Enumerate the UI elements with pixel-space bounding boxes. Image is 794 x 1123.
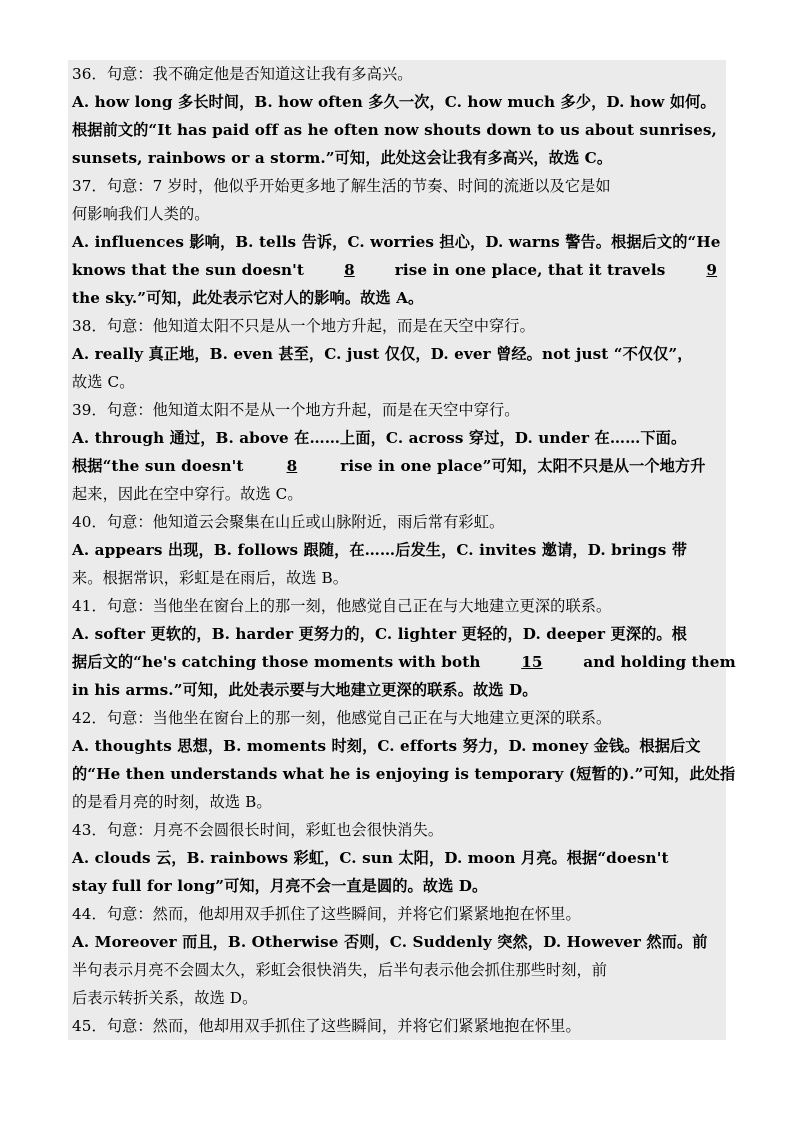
line-42-reason: 的“He then understands what he is enjoying is temporary (短暂的).”可知，此处指 xyxy=(72,765,736,783)
line-36-title: 36．句意：我不确定他是否知道这让我有多高兴。 xyxy=(72,65,413,83)
line-39-options: A. through 通过，B. above 在……上面，C. across 穿过，D. under 在……下面。 xyxy=(72,429,687,447)
line-42-options: A. thoughts 思想，B. moments 时刻，C. efforts 努力，D. money 金钱。根据后文 xyxy=(72,737,701,755)
line-text: rise in one place, that it travels xyxy=(389,261,671,279)
line-text: 据后文的“he's catching those moments with both xyxy=(72,653,486,671)
line-41-reason-blank xyxy=(72,651,736,673)
line-39-title: 39．句意：他知道太阳不是从一个地方升起，而是在天空中穿行。 xyxy=(72,401,520,419)
line-42-answer: 的是看月亮的时刻，故选 B。 xyxy=(72,793,272,811)
line-43-reason: stay full for long”可知，月亮不会一直是圆的。故选 D。 xyxy=(72,877,488,895)
line-39-reason-blank xyxy=(72,455,706,477)
line-40-answer: 来。根据常识，彩虹是在雨后，故选 B。 xyxy=(72,569,349,587)
blank-8: 8 xyxy=(344,261,355,279)
line-37-title-2: 何影响我们人类的。 xyxy=(72,205,210,223)
line-38-title: 38．句意：他知道太阳不只是从一个地方升起，而是在天空中穿行。 xyxy=(72,317,535,335)
line-45-title: 45．句意：然而，他却用双手抓住了这些瞬间，并将它们紧紧地抱在怀里。 xyxy=(72,1017,581,1035)
line-41-title: 41．句意：当他坐在窗台上的那一刻，他感觉自己正在与大地建立更深的联系。 xyxy=(72,597,612,615)
line-36-options: A. how long 多长时间，B. how often 多久一次，C. how much 多少，D. how 如何。 xyxy=(72,93,716,111)
line-38-options: A. really 真正地，B. even 甚至，C. just 仅仅，D. ever 曾经。not just “不仅仅”， xyxy=(72,345,693,363)
line-36-reason-1: 根据前文的“It has paid off as he often now shouts down to us about sunrises, xyxy=(72,121,717,139)
line-42-title: 42．句意：当他坐在窗台上的那一刻，他感觉自己正在与大地建立更深的联系。 xyxy=(72,709,612,727)
blank-15: 15 xyxy=(521,653,543,671)
line-43-title: 43．句意：月亮不会圆很长时间，彩虹也会很快消失。 xyxy=(72,821,444,839)
line-44-reason: 半句表示月亮不会圆太久，彩虹会很快消失，后半句表示他会抓住那些时刻，前 xyxy=(72,961,608,979)
line-37-options: A. influences 影响，B. tells 告诉，C. worries 担心，D. warns 警告。根据后文的“He xyxy=(72,233,721,251)
line-37-reason-blanks xyxy=(72,259,753,281)
line-40-title: 40．句意：他知道云会聚集在山丘或山脉附近，雨后常有彩虹。 xyxy=(72,513,505,531)
line-44-answer: 后表示转折关系，故选 D。 xyxy=(72,989,258,1007)
line-text: and holding them xyxy=(577,653,736,671)
line-37-title-1: 37．句意：7 岁时，他似乎开始更多地了解生活的节奏、时间的流逝以及它是如 xyxy=(72,177,611,195)
blank-9: 9 xyxy=(706,261,718,279)
line-44-options: A. Moreover 而且，B. Otherwise 否则，C. Suddenly 突然，D. However 然而。前 xyxy=(72,933,708,951)
line-text: 根据“the sun doesn't xyxy=(72,457,249,475)
line-40-options: A. appears 出现，B. follows 跟随，在……后发生，C. invites 邀请，D. brings 带 xyxy=(72,541,688,559)
line-37-reason-end: the sky.”可知，此处表示它对人的影响。故选 A。 xyxy=(72,289,424,307)
line-text: rise in one place”可知，太阳不只是从一个地方升 xyxy=(334,457,706,475)
line-41-options: A. softer 更软的，B. harder 更努力的，C. lighter 更轻的，D. deeper 更深的。根 xyxy=(72,625,687,643)
blank-8: 8 xyxy=(286,457,298,475)
line-38-answer: 故选 C。 xyxy=(72,373,135,391)
line-44-title: 44．句意：然而，他却用双手抓住了这些瞬间，并将它们紧紧地抱在怀里。 xyxy=(72,905,581,923)
line-43-options: A. clouds 云，B. rainbows 彩虹，C. sun 太阳，D. moon 月亮。根据“doesn't xyxy=(72,849,669,867)
line-39-reason-end: 起来，因此在空中穿行。故选 C。 xyxy=(72,485,303,503)
line-36-reason-2: sunsets, rainbows or a storm.”可知，此处这会让我有多高兴，故选 C。 xyxy=(72,149,613,167)
line-41-reason-end: in his arms.”可知，此处表示要与大地建立更深的联系。故选 D。 xyxy=(72,681,538,699)
line-text: knows that the sun doesn't xyxy=(72,261,310,279)
